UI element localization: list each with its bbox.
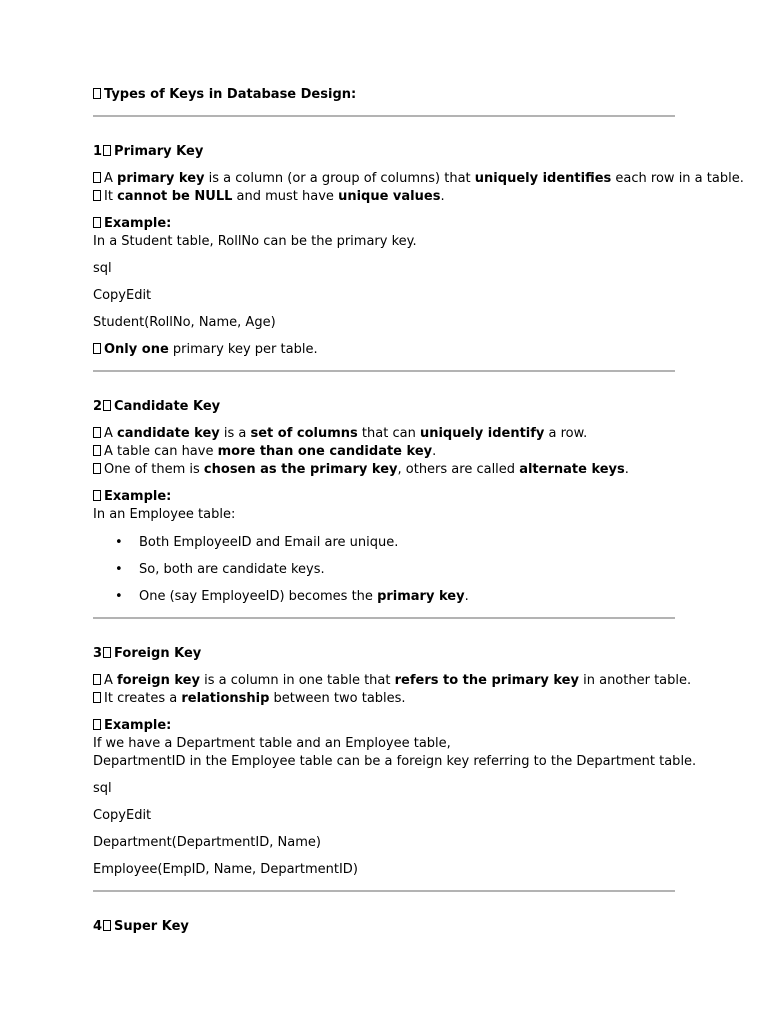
definition-line: It creates a relationship between two tables. [93, 690, 675, 708]
check-icon [93, 427, 101, 438]
section-heading-primary-key: 1 Primary Key [93, 144, 204, 159]
check-icon [93, 445, 101, 456]
section-heading-foreign-key: 3 Foreign Key [93, 646, 202, 661]
pin-icon [93, 719, 101, 730]
section-heading-super-key: 4 Super Key [93, 919, 189, 934]
example-label: Example: [93, 717, 675, 735]
list-item: • So, both are candidate keys. [93, 561, 675, 579]
example-text: DepartmentID in the Employee table can be a foreign key referring to the Department table. [93, 754, 697, 769]
code-language: sql [93, 781, 112, 796]
pin-icon [93, 217, 101, 228]
code-line: Student(RollNo, Name, Age) [93, 315, 276, 330]
note-line: Only one primary key per table. [93, 341, 675, 359]
example-text: In an Employee table: [93, 507, 236, 522]
check-icon [93, 190, 101, 201]
code-language: sql [93, 261, 112, 276]
definition-line: A candidate key is a set of columns that can uniquely identify a row. [93, 425, 675, 443]
definition-line: One of them is chosen as the primary key, others are called alternate keys. [93, 461, 675, 479]
document-body [93, 86, 744, 936]
keycap-icon [103, 920, 111, 931]
check-icon [93, 463, 101, 474]
section-heading-candidate-key: 2 Candidate Key [93, 399, 221, 414]
document-title: Types of Keys in Database Design: [93, 86, 675, 104]
definition-line: It cannot be NULL and must have unique values. [93, 188, 675, 206]
keycap-icon [103, 400, 111, 411]
copy-edit-button[interactable]: CopyEdit [93, 288, 152, 303]
keycap-icon [103, 647, 111, 658]
code-line: Department(DepartmentID, Name) [93, 835, 321, 850]
code-line: Employee(EmpID, Name, DepartmentID) [93, 862, 358, 877]
example-text: If we have a Department table and an Employee table, [93, 736, 451, 751]
check-icon [93, 172, 101, 183]
check-icon [93, 692, 101, 703]
copy-edit-button[interactable]: CopyEdit [93, 808, 152, 823]
pin-icon [93, 343, 101, 354]
definition-line: A primary key is a column (or a group of columns) that uniquely identifies each row in a table. [93, 170, 675, 188]
example-bullet-list [93, 534, 675, 606]
check-icon [93, 674, 101, 685]
definition-line: A table can have more than one candidate key. [93, 443, 675, 461]
example-label: Example: [93, 215, 675, 233]
definition-line: A foreign key is a column in one table that refers to the primary key in another table. [93, 672, 675, 690]
keycap-icon [103, 145, 111, 156]
key-emoji-icon [93, 88, 101, 99]
example-label: Example: [93, 488, 675, 506]
list-item: • One (say EmployeeID) becomes the primary key. [93, 588, 675, 606]
example-text: In a Student table, RollNo can be the primary key. [93, 234, 417, 249]
pin-icon [93, 490, 101, 501]
list-item: • Both EmployeeID and Email are unique. [93, 534, 675, 552]
